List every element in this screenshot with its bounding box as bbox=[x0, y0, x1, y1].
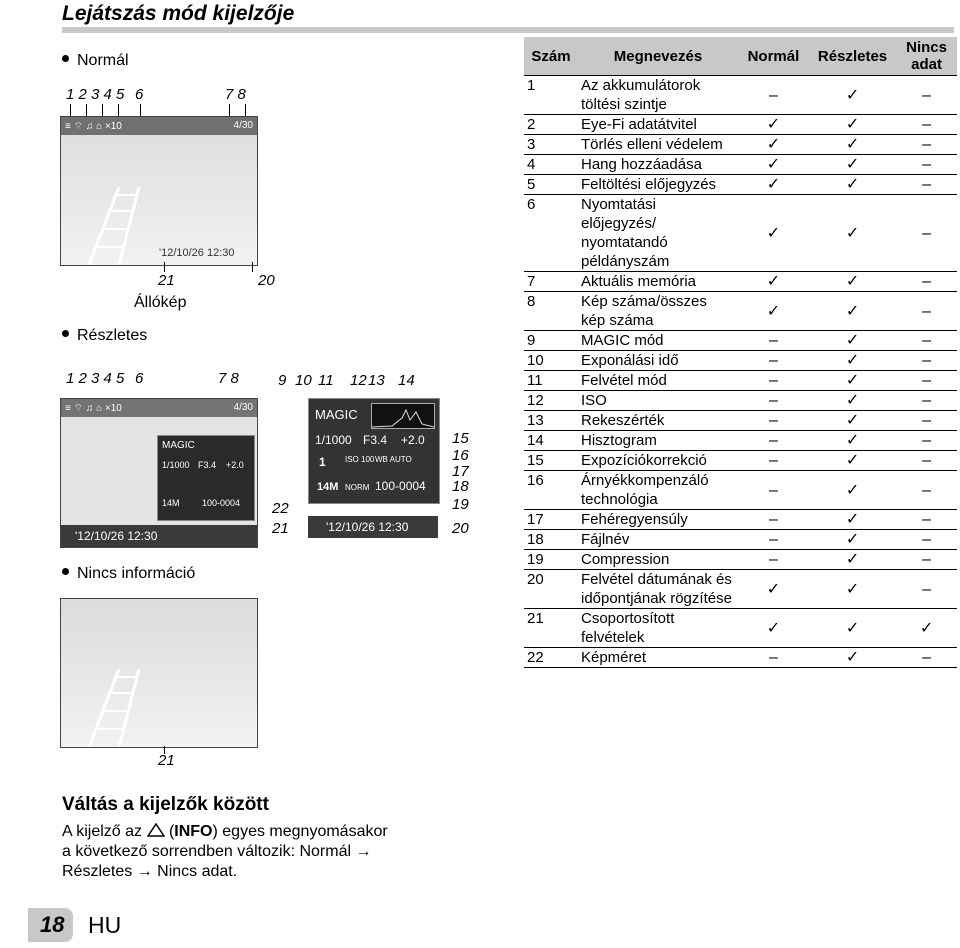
normal-screen bbox=[60, 116, 258, 266]
row-name: ISO bbox=[578, 391, 738, 411]
dash-icon: – bbox=[896, 135, 957, 155]
dash-icon: – bbox=[896, 451, 957, 471]
dash-icon: – bbox=[738, 351, 809, 371]
check-icon: ✓ bbox=[738, 135, 809, 155]
row-number: 1 bbox=[524, 76, 578, 115]
row-name: Képméret bbox=[578, 648, 738, 668]
dash-icon: – bbox=[896, 331, 957, 351]
check-icon: ✓ bbox=[809, 648, 896, 668]
file-name: 100-0004 bbox=[375, 479, 426, 493]
check-icon: ✓ bbox=[809, 135, 896, 155]
row-name: Az akkumulátorok töltési szintje bbox=[578, 76, 738, 115]
info-panel: MAGIC 1/1000 F3.4 +2.0 14M 100-0004 bbox=[157, 435, 255, 521]
magic-mode: MAGIC bbox=[315, 407, 358, 422]
status-icons: ≡ ⌔ ♫ ⌂ ×10 bbox=[65, 403, 122, 414]
compression: NORM bbox=[345, 483, 370, 492]
table-row bbox=[524, 331, 957, 351]
row-name: Hang hozzáadása bbox=[578, 155, 738, 175]
callout-21: 21 bbox=[272, 520, 289, 537]
row-name: Felvétel dátumának és időpontjának rögzítése bbox=[578, 570, 738, 609]
table-row bbox=[524, 76, 957, 115]
detailed-label: Részletes bbox=[62, 327, 147, 345]
detailed-screen bbox=[60, 398, 258, 548]
callout-6: 6 bbox=[135, 370, 144, 387]
bullet-icon bbox=[62, 568, 69, 575]
dash-icon: – bbox=[896, 175, 957, 195]
dash-icon: – bbox=[738, 510, 809, 530]
exposure-comp: +2.0 bbox=[401, 433, 425, 447]
check-icon: ✓ bbox=[809, 570, 896, 609]
dash-icon: – bbox=[738, 530, 809, 550]
table-row bbox=[524, 195, 957, 272]
callout-18: 18 bbox=[452, 478, 469, 495]
row-name: Törlés elleni védelem bbox=[578, 135, 738, 155]
still-image-caption: Állókép bbox=[134, 294, 187, 311]
row-number: 9 bbox=[524, 331, 578, 351]
table-row bbox=[524, 609, 957, 648]
row-number: 6 bbox=[524, 195, 578, 272]
check-icon: ✓ bbox=[809, 471, 896, 510]
dash-icon: – bbox=[896, 411, 957, 431]
row-number: 14 bbox=[524, 431, 578, 451]
row-name: Felvétel mód bbox=[578, 371, 738, 391]
frame-counter: 4/30 bbox=[233, 402, 253, 413]
check-icon: ✓ bbox=[809, 115, 896, 135]
callout-12: 12 bbox=[350, 372, 367, 389]
row-name: Nyomtatási előjegyzés/ nyomtatandó példányszám bbox=[578, 195, 738, 272]
row-name: Hisztogram bbox=[578, 431, 738, 451]
row-name: Feltöltési előjegyzés bbox=[578, 175, 738, 195]
row-number: 13 bbox=[524, 411, 578, 431]
callout-10: 10 bbox=[295, 372, 312, 389]
callout-11: 11 bbox=[318, 372, 334, 389]
dash-icon: – bbox=[896, 155, 957, 175]
callout-17: 17 bbox=[452, 463, 469, 480]
iso: ISO 100 bbox=[345, 455, 375, 464]
dash-icon: – bbox=[896, 195, 957, 272]
col-header: Szám bbox=[524, 37, 578, 76]
check-icon: ✓ bbox=[809, 331, 896, 351]
dash-icon: – bbox=[738, 411, 809, 431]
dash-icon: – bbox=[738, 648, 809, 668]
normal-date: '12/10/26 12:30 bbox=[159, 247, 235, 259]
switching-heading: Váltás a kijelzők között bbox=[62, 794, 269, 815]
dash-icon: – bbox=[896, 550, 957, 570]
check-icon: ✓ bbox=[809, 292, 896, 331]
date-bar: '12/10/26 12:30 bbox=[61, 525, 257, 547]
check-icon: ✓ bbox=[738, 570, 809, 609]
dash-icon: – bbox=[738, 550, 809, 570]
callout-19: 19 bbox=[452, 496, 469, 513]
dash-icon: – bbox=[896, 272, 957, 292]
check-icon: ✓ bbox=[809, 175, 896, 195]
dash-icon: – bbox=[896, 351, 957, 371]
row-number: 20 bbox=[524, 570, 578, 609]
row-number: 5 bbox=[524, 175, 578, 195]
table-row bbox=[524, 411, 957, 431]
status-icons: ≡ ⌔ ♫ ⌂ ×10 bbox=[65, 121, 122, 132]
table-row bbox=[524, 155, 957, 175]
frame-counter: 4/30 bbox=[233, 120, 253, 131]
row-name: Eye-Fi adatátvitel bbox=[578, 115, 738, 135]
callout-16: 16 bbox=[452, 447, 469, 464]
table-row bbox=[524, 391, 957, 411]
table-row bbox=[524, 530, 957, 550]
table-row bbox=[524, 135, 957, 155]
callout-21: 21 bbox=[158, 272, 175, 289]
row-number: 8 bbox=[524, 292, 578, 331]
ladder-image bbox=[79, 659, 159, 748]
page-number: 18 bbox=[40, 912, 65, 937]
row-name: Aktuális memória bbox=[578, 272, 738, 292]
table-row bbox=[524, 175, 957, 195]
check-icon: ✓ bbox=[738, 195, 809, 272]
bullet-icon bbox=[62, 55, 69, 62]
callout-21: 21 bbox=[158, 752, 175, 769]
status-bar bbox=[61, 399, 257, 417]
check-icon: ✓ bbox=[738, 292, 809, 331]
check-icon: ✓ bbox=[809, 510, 896, 530]
record-mode: 1 bbox=[319, 455, 326, 469]
triangle-up-icon bbox=[147, 823, 165, 837]
histogram bbox=[371, 403, 435, 429]
noinfo-screen bbox=[60, 598, 258, 748]
check-icon: ✓ bbox=[809, 550, 896, 570]
col-header: Normál bbox=[738, 37, 809, 76]
check-icon: ✓ bbox=[809, 195, 896, 272]
check-icon: ✓ bbox=[738, 272, 809, 292]
row-name: Kép száma/összes kép száma bbox=[578, 292, 738, 331]
aperture: F3.4 bbox=[363, 433, 388, 447]
check-icon: ✓ bbox=[738, 609, 809, 648]
row-number: 21 bbox=[524, 609, 578, 648]
dash-icon: – bbox=[896, 648, 957, 668]
callout-14: 14 bbox=[398, 372, 415, 389]
callout-1-5: 1 2 3 4 5 bbox=[66, 86, 125, 103]
callout-6: 6 bbox=[135, 86, 144, 103]
row-name: Árnyékkompenzáló technológia bbox=[578, 471, 738, 510]
check-icon: ✓ bbox=[809, 411, 896, 431]
col-header: Nincs adat bbox=[896, 37, 957, 76]
table-row bbox=[524, 648, 957, 668]
col-header: Megnevezés bbox=[578, 37, 738, 76]
zoomed-info-panel bbox=[308, 398, 440, 504]
col-header: Részletes bbox=[809, 37, 896, 76]
dash-icon: – bbox=[896, 510, 957, 530]
white-balance: WB AUTO bbox=[375, 455, 412, 464]
row-name: Compression bbox=[578, 550, 738, 570]
dash-icon: – bbox=[896, 570, 957, 609]
dash-icon: – bbox=[896, 391, 957, 411]
row-number: 7 bbox=[524, 272, 578, 292]
dash-icon: – bbox=[896, 530, 957, 550]
row-number: 2 bbox=[524, 115, 578, 135]
row-name: Exponálási idő bbox=[578, 351, 738, 371]
table-row bbox=[524, 351, 957, 371]
display-info-table bbox=[524, 37, 957, 668]
dash-icon: – bbox=[896, 115, 957, 135]
callout-1-5: 1 2 3 4 5 bbox=[66, 370, 125, 387]
check-icon: ✓ bbox=[809, 391, 896, 411]
table-row bbox=[524, 292, 957, 331]
noinfo-label: Nincs információ bbox=[62, 565, 195, 583]
callout-7-8: 7 8 bbox=[225, 86, 246, 103]
dash-icon: – bbox=[896, 431, 957, 451]
row-number: 11 bbox=[524, 371, 578, 391]
row-number: 3 bbox=[524, 135, 578, 155]
switching-text: A kijelző az (INFO) egyes megnyomásakor a következő sorrendben változik: Normál → Részletes → Nincs adat. bbox=[62, 823, 388, 880]
dash-icon: – bbox=[738, 451, 809, 471]
callout-15: 15 bbox=[452, 430, 469, 447]
row-name: MAGIC mód bbox=[578, 331, 738, 351]
dash-icon: – bbox=[738, 391, 809, 411]
check-icon: ✓ bbox=[809, 272, 896, 292]
row-number: 16 bbox=[524, 471, 578, 510]
status-bar bbox=[61, 117, 257, 135]
callout-13: 13 bbox=[368, 372, 385, 389]
row-number: 17 bbox=[524, 510, 578, 530]
table-row bbox=[524, 550, 957, 570]
shutter-speed: 1/1000 bbox=[315, 433, 352, 447]
callout-22: 22 bbox=[272, 500, 289, 517]
page-title: Lejátszás mód kijelzője bbox=[62, 2, 295, 25]
dash-icon: – bbox=[896, 292, 957, 331]
table-row bbox=[524, 371, 957, 391]
ladder-image bbox=[79, 177, 159, 266]
table-header-row bbox=[524, 37, 957, 76]
table-row bbox=[524, 570, 957, 609]
check-icon: ✓ bbox=[809, 530, 896, 550]
image-size: 14M bbox=[317, 481, 339, 493]
check-icon: ✓ bbox=[809, 155, 896, 175]
check-icon: ✓ bbox=[809, 451, 896, 471]
check-icon: ✓ bbox=[809, 76, 896, 115]
callout-20: 20 bbox=[452, 520, 469, 537]
check-icon: ✓ bbox=[809, 371, 896, 391]
language-code: HU bbox=[88, 912, 122, 938]
callout-7-8: 7 8 bbox=[218, 370, 239, 387]
dash-icon: – bbox=[738, 371, 809, 391]
row-number: 18 bbox=[524, 530, 578, 550]
row-number: 12 bbox=[524, 391, 578, 411]
dash-icon: – bbox=[896, 471, 957, 510]
row-name: Rekeszérték bbox=[578, 411, 738, 431]
dash-icon: – bbox=[896, 371, 957, 391]
check-icon: ✓ bbox=[738, 175, 809, 195]
bullet-icon bbox=[62, 330, 69, 337]
normal-label: Normál bbox=[62, 52, 129, 70]
check-icon: ✓ bbox=[809, 431, 896, 451]
dash-icon: – bbox=[738, 331, 809, 351]
title-rule bbox=[62, 27, 954, 33]
table-row bbox=[524, 471, 957, 510]
check-icon: ✓ bbox=[738, 155, 809, 175]
check-icon: ✓ bbox=[738, 115, 809, 135]
table-row bbox=[524, 510, 957, 530]
dash-icon: – bbox=[738, 76, 809, 115]
check-icon: ✓ bbox=[809, 351, 896, 371]
row-name: Fehéregyensúly bbox=[578, 510, 738, 530]
dash-icon: – bbox=[738, 471, 809, 510]
row-number: 19 bbox=[524, 550, 578, 570]
row-name: Expozíciókorrekció bbox=[578, 451, 738, 471]
row-number: 22 bbox=[524, 648, 578, 668]
table-row bbox=[524, 115, 957, 135]
table-row bbox=[524, 431, 957, 451]
row-number: 15 bbox=[524, 451, 578, 471]
check-icon: ✓ bbox=[896, 609, 957, 648]
dash-icon: – bbox=[738, 431, 809, 451]
row-name: Csoportosított felvételek bbox=[578, 609, 738, 648]
dash-icon: – bbox=[896, 76, 957, 115]
row-number: 10 bbox=[524, 351, 578, 371]
callout-20: 20 bbox=[258, 272, 275, 289]
table-row bbox=[524, 451, 957, 471]
table-row bbox=[524, 272, 957, 292]
row-name: Fájlnév bbox=[578, 530, 738, 550]
callout-9: 9 bbox=[278, 372, 287, 389]
row-number: 4 bbox=[524, 155, 578, 175]
check-icon: ✓ bbox=[809, 609, 896, 648]
zoomed-date-bar: '12/10/26 12:30 bbox=[308, 516, 438, 538]
